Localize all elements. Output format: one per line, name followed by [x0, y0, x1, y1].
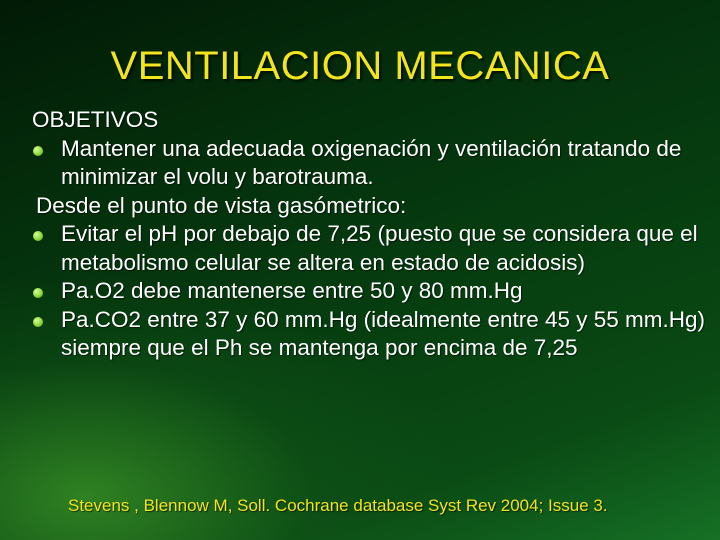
- list-item-text: Pa.CO2 entre 37 y 60 mm.Hg (idealmente entre 45 y 55 mm.Hg) siempre que el Ph se mantenga por encima de 7,25: [61, 306, 706, 360]
- list-item-text: Mantener una adecuada oxigenación y ventilación tratando de minimizar el volu y barotrauma.: [61, 135, 682, 189]
- list-item-text: Pa.O2 debe mantenerse entre 50 y 80 mm.Hg: [61, 278, 523, 303]
- bullet-dot-icon: [33, 288, 43, 298]
- list-item: [32, 220, 712, 277]
- bullet-dot-icon: [33, 146, 43, 156]
- bullet-dot-icon: [33, 231, 43, 241]
- citation: Stevens , Blennow M, Soll. Cochrane database Syst Rev 2004; Issue 3.: [68, 496, 608, 515]
- list-item: [32, 306, 712, 363]
- slide-title: VENTILACION MECANICA: [110, 44, 610, 88]
- list-item-text: Evitar el pH por debajo de 7,25 (puesto que se considera que el metabolismo celular se altera en estado de acidosis): [61, 221, 698, 275]
- gasometric-subheading: Desde el punto de vista gasómetrico:: [36, 192, 407, 218]
- list-item: [32, 135, 712, 192]
- list-item: [32, 277, 712, 306]
- slide-body: [32, 106, 712, 363]
- bullet-dot-icon: [33, 317, 43, 327]
- objectives-heading: OBJETIVOS: [32, 107, 159, 132]
